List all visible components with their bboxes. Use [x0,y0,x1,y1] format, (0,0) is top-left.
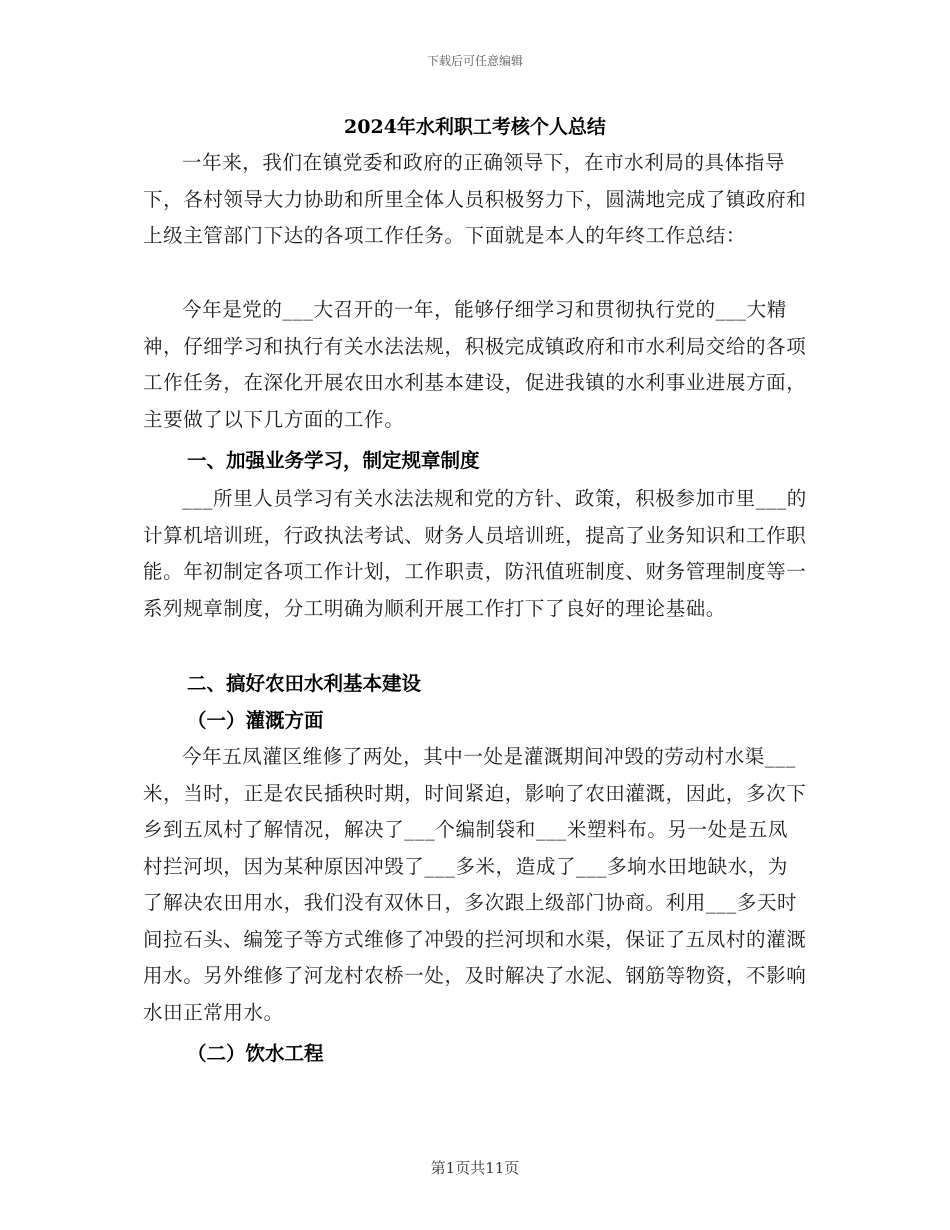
paragraph-party-congress: 今年是党的___大召开的一年，能够仔细学习和贯彻执行党的___大精神，仔细学习和执行有关水法法规，积极完成镇政府和市水利局交给的各项工作任务，在深化开展农田水利基本建设，促进我镇的水利事业进展方面，主要做了以下几方面的工作。 [143,298,807,431]
document-title: 2024年水利职工考核个人总结 [344,116,606,138]
header-note: 下载后可任意编辑 [426,54,523,68]
page-number-footer: 第1页共11页 [430,1159,520,1177]
subsection-heading-irrigation: （一）灌溉方面 [187,709,324,732]
paragraph-study-rules: ___所里人员学习有关水法法规和党的方针、政策，积极参加市里___的计算机培训班，行政执法考试、财务人员培训班，提高了业务知识和工作职能。年初制定各项工作计划，工作职责，防汛值班制度、财务管理制度等一系列规章制度，分工明确为顺利开展工作打下了良好的理论基础。 [143,487,807,620]
section-heading-2: 二、搞好农田水利基本建设 [187,672,422,695]
section-heading-1: 一、加强业务学习，制定规章制度 [187,449,480,472]
paragraph-intro: 一年来，我们在镇党委和政府的正确领导下，在市水利局的具体指导下，各村领导大力协助和所里全体人员积极努力下，圆满地完成了镇政府和上级主管部门下达的各项工作任务。下面就是本人的年终工作总结： [143,151,807,247]
paragraph-irrigation: 今年五凤灌区维修了两处，其中一处是灌溉期间冲毁的劳动村水渠___米，当时，正是农民插秧时期，时间紧迫，影响了农田灌溉，因此，多次下乡到五凤村了解情况，解决了___个编制袋和___米塑料布。另一处是五凤村拦河坝，因为某种原因冲毁了___多米，造成了___多垧水田地缺水，为了解决农田用水，我们没有双休日，多次跟上级部门协商。利用___多天时间拉石头、编笼子等方式维修了冲毁的拦河坝和水渠，保证了五凤村的灌溉用水。另外维修了河龙村农桥一处，及时解决了水泥、钢筋等物资，不影响水田正常用水。 [143,745,807,1024]
subsection-heading-drinking-water: （二）饮水工程 [187,1042,324,1065]
